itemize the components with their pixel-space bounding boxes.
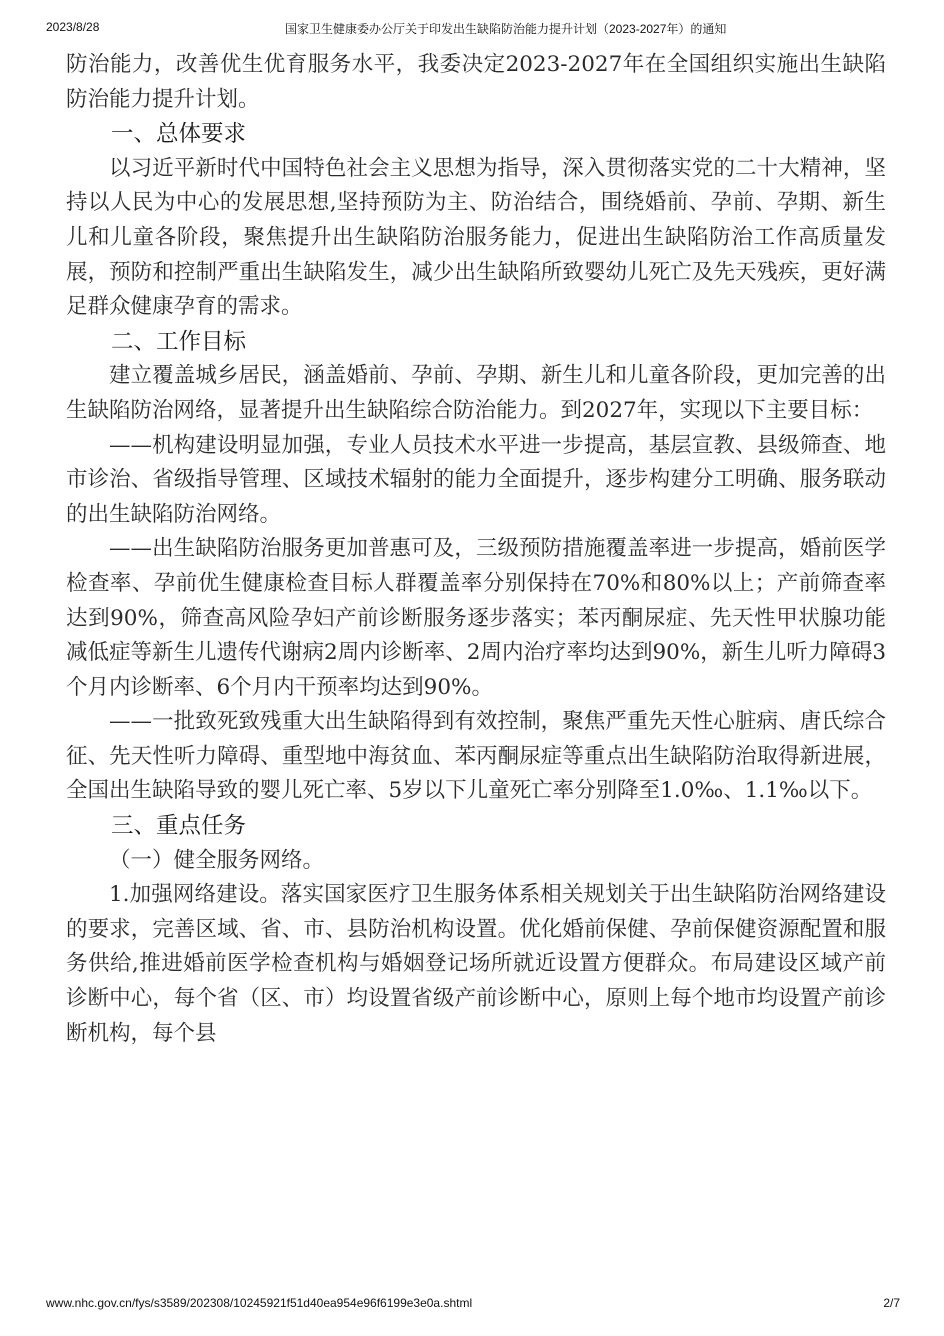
subsection-heading-service-network: （一）健全服务网络。 <box>109 847 325 873</box>
paragraph-intro-continued: 防治能力，改善优生优育服务水平，我委决定2023-2027年在全国组织实施出生缺陷防治能力提升计划。 <box>66 52 886 112</box>
page-header <box>0 20 944 40</box>
paragraph-network-construction: 1.加强网络建设。落实国家医疗卫生服务体系相关规划关于出生缺陷防治网络建设的要求，完善区域、省、市、县防治机构设置。优化婚前保健、孕前保健资源配置和服务供给,推进婚前医学检查机构与婚姻登记场所就近设置方便群众。布局建设区域产前诊断中心，每个省（区、市）均设置省级产前诊断中心，原则上每个地市均设置产前诊断机构，每个县 <box>66 882 886 1046</box>
paragraph-goal-institutions: ——机构建设明显加强，专业人员技术水平进一步提高，基层宣教、县级筛查、地市诊治、省级指导管理、区域技术辐射的能力全面提升，逐步构建分工明确、服务联动的出生缺陷防治网络。 <box>66 432 886 527</box>
paragraph-work-goals: 建立覆盖城乡居民，涵盖婚前、孕前、孕期、新生儿和儿童各阶段，更加完善的出生缺陷防治网络，显著提升出生缺陷综合防治能力。到2027年，实现以下主要目标： <box>66 363 886 423</box>
section-heading-work-goals: 二、工作目标 <box>111 328 247 355</box>
section-heading-overall-requirements: 一、总体要求 <box>111 121 247 148</box>
source-url: www.nhc.gov.cn/fys/s3589/202308/10245921f51d40ea954e96f6199e3e0a.shtml <box>46 1296 473 1310</box>
section-heading-key-tasks: 三、重点任务 <box>111 813 247 840</box>
paragraph-goal-services: ——出生缺陷防治服务更加普惠可及，三级预防措施覆盖率进一步提高，婚前医学检查率、孕前优生健康检查目标人群覆盖率分别保持在70%和80%以上；产前筛查率达到90%，筛查高风险孕妇产前诊断服务逐步落实；苯丙酮尿症、先天性甲状腺功能减低症等新生儿遗传代谢病2周内诊断率、2周内治疗率均达到90%，新生儿听力障碍3个月内诊断率、6个月内干预率均达到90%。 <box>66 536 886 700</box>
paragraph-goal-control: ——一批致死致残重大出生缺陷得到有效控制，聚焦严重先天性心脏病、唐氏综合征、先天性听力障碍、重型地中海贫血、苯丙酮尿症等重点出生缺陷防治取得新进展，全国出生缺陷导致的婴儿死亡率、5岁以下儿童死亡率分别降至1.0‰、1.1‰以下。 <box>66 709 886 804</box>
document-body <box>66 48 886 1051</box>
paragraph-overall-requirements: 以习近平新时代中国特色社会主义思想为指导，深入贯彻落实党的二十大精神，坚持以人民为中心的发展思想,坚持预防为主、防治结合，围绕婚前、孕前、孕期、新生儿和儿童各阶段，聚焦提升出生缺陷防治服务能力，促进出生缺陷防治工作高质量发展，预防和控制严重出生缺陷发生，减少出生缺陷所致婴幼儿死亡及先天残疾，更好满足群众健康孕育的需求。 <box>66 155 886 320</box>
page-footer <box>0 1296 944 1316</box>
document-title: 国家卫生健康委办公厅关于印发出生缺陷防治能力提升计划（2023-2027年）的通知 <box>285 22 727 36</box>
page-number: 2/7 <box>883 1296 900 1310</box>
print-date: 2023/8/28 <box>46 20 100 34</box>
